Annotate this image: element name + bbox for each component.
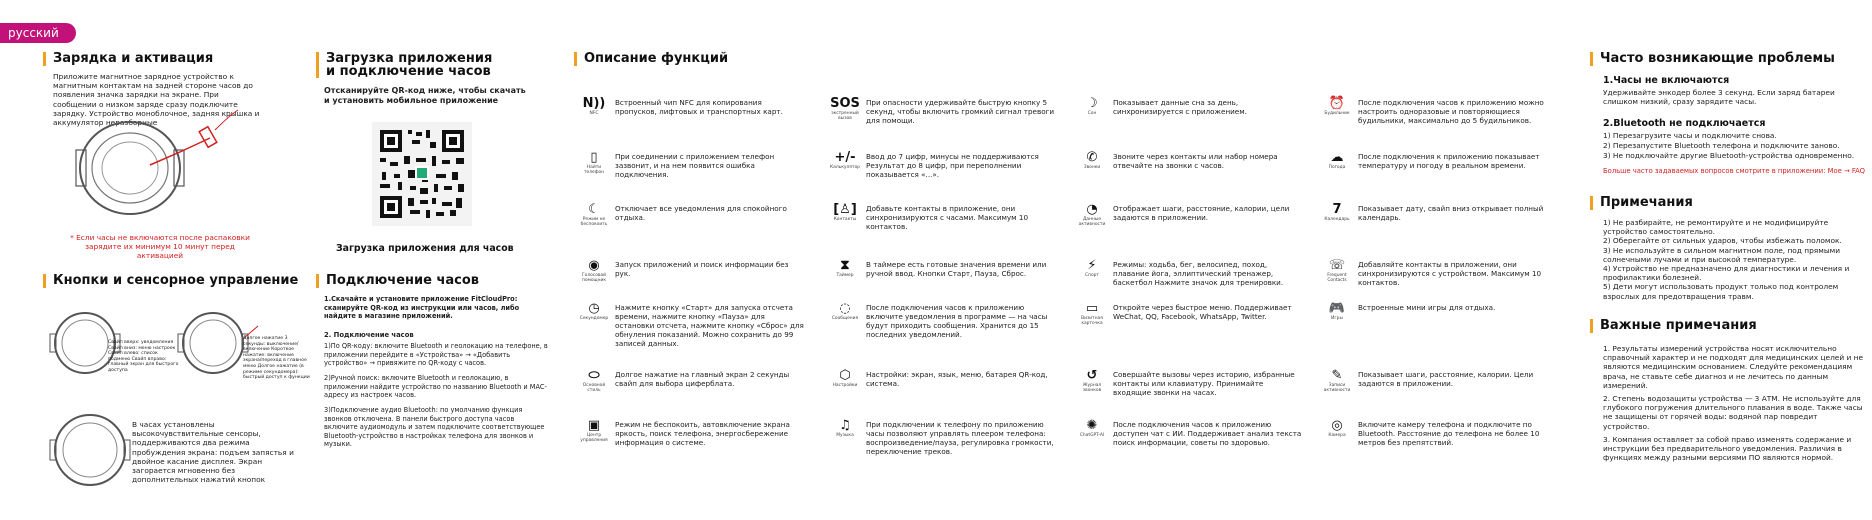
qr-caption: Загрузка приложения для часов <box>336 243 514 254</box>
camera-icon <box>1320 418 1354 438</box>
app-title-line2: и подключение часов <box>326 64 491 79</box>
feature-label: Сон <box>1087 111 1097 116</box>
feature-description: Откройте через быстрое меню. Поддерживает WeChat, QQ, Facebook, WhatsApp, Twitter. <box>1113 303 1292 321</box>
important-list <box>1603 344 1865 462</box>
connect-step2b: 2)Ручной поиск: включите Bluetooth и геолокацию, в приложении найдите устройство по названию Bluetooth и MAC-адресу из настроек часов. <box>324 374 547 400</box>
feature-glyph: SOS <box>830 96 860 111</box>
settings-icon <box>828 368 862 388</box>
faq-a2-2: 2) Перезапустите Bluetooth телефона и подключите заново. <box>1603 141 1840 150</box>
messages-icon <box>828 301 862 321</box>
weather-icon <box>1320 150 1354 170</box>
language-tab: русский <box>0 23 76 43</box>
notes-title: Примечания <box>1590 196 1693 210</box>
app-title-line1: Загрузка приложения <box>326 51 493 66</box>
sensor-text: В часах установлены высокочувствительные сенсоры, поддерживаются два режима пробуждения экрана: подъем запястья и двойное касание дисплея. Экран загорается мгновенно без дополнительных нажатий кнопок <box>132 420 294 485</box>
feature-label: Данные активности <box>1078 217 1106 227</box>
feature-glyph: N)) <box>582 96 606 111</box>
connect-step2a: 1)По QR-коду: включите Bluetooth и геолокацию на телефоне, в приложении перейдите в «Устройства» → «Добавить устройство» → привяжите по QR-коду с часов. <box>324 342 548 368</box>
note-item: 4) Устройство не предназначено для диагностики и лечения и профилактики болезней. <box>1603 264 1850 283</box>
feature-label: Секундомер <box>579 316 609 321</box>
find-phone-icon <box>577 150 611 175</box>
wallpaper-icon <box>577 368 611 393</box>
important-title: Важные примечания <box>1590 319 1757 333</box>
feature-description: При подключении к телефону по приложению часы позволяют управлять плеером телефона: воспроизведение/пауза, регулировка громкости, переключение треков. <box>866 420 1054 456</box>
feature-glyph: ⧗ <box>840 258 850 273</box>
important-item: 3. Компания оставляет за собой право изменять содержание и инструкции без предварительного уведомления. Различия в функциях между разными версиями ПО являются нормой. <box>1603 434 1852 463</box>
important-item: 1. Результаты измерений устройства носят исключительно справочный характер и не подходят для медицинских целей и не являются медицинским основанием. Следуйте рекомендациям врача, не ставьте себе диагноз и не лечитесь по данным измерений. <box>1603 344 1864 390</box>
feature-description: Долгое нажатие на главный экран 2 секунды свайп для выбора циферблата. <box>615 370 790 388</box>
watch-charging-illustration <box>70 110 240 230</box>
voice-assistant-icon <box>577 258 611 283</box>
connect-step2c: 3)Подключение аудио Bluetooth: по умолчанию функция звонков отключена. В панели быстрого доступа часов включите аудиомодуль и затем подключите соответствующее Bluetooth-устройство в настройках телефона для звонков и музыки. <box>324 406 545 449</box>
feature-label: Звонки <box>1083 165 1101 170</box>
faq-a2-1: 1) Перезагрузите часы и подключите снова. <box>1603 131 1777 140</box>
feature-label: Журнал звонков <box>1082 383 1102 393</box>
faq-a2-3: 3) Не подключайте другие Bluetooth-устройства одновременно. <box>1603 151 1855 160</box>
feature-glyph: ↺ <box>1086 368 1098 383</box>
calendar-icon <box>1320 202 1354 222</box>
features-title: Описание функций <box>574 52 728 66</box>
games-icon <box>1320 301 1354 321</box>
sport-icon <box>1075 258 1109 278</box>
faq-q2: 2.Bluetooth не подключается <box>1603 118 1766 129</box>
feature-glyph: ⬭ <box>588 368 600 383</box>
swipe-callout: Свайп вверх: уведомления Свайп вниз: меню настроек Свайп влево: список подменю Свайп вправо: главный экран для быстрого доступа <box>108 340 179 373</box>
app-subtitle: Отсканируйте QR-код ниже, чтобы скачать и установить мобильное приложение <box>324 86 526 105</box>
feature-label: Записи активности <box>1323 383 1351 393</box>
qr-code[interactable] <box>372 122 472 226</box>
important-item: 2. Степень водозащиты устройства — 3 АТМ. Не используйте для глубокого погружения длительного плавания в воде. Также часы не защищены от горячей воды: водяной пар повредит устройство. <box>1603 394 1863 431</box>
feature-description: Режимы: ходьба, бег, велосипед, поход, плавание йога, эллиптический тренажер, баскетбол Нажмите значок для тренировки. <box>1113 260 1284 287</box>
feature-label: Найти телефон <box>583 165 605 175</box>
feature-label: NFC <box>589 111 599 116</box>
control-center-icon <box>577 418 611 443</box>
feature-glyph: ◷ <box>588 301 600 316</box>
faq-q1: 1.Часы не включаются <box>1603 75 1730 86</box>
feature-label: Визитная карточка <box>1081 316 1103 326</box>
feature-description: После подключения часов к приложению включите уведомления в программе — на часы будут приходить сообщения. Хранится до 15 последних уведомлений. <box>866 303 1048 339</box>
feature-description: После подключения к приложению показывает температуру и погоду в реальном времени. <box>1358 152 1540 170</box>
feature-description: В таймере есть готовые значения времени или ручной ввод. Кнопки Старт, Пауза, Сброс. <box>866 260 1047 278</box>
feature-glyph: ▯ <box>590 150 598 165</box>
feature-description: Совершайте вызовы через историю, избранные контакты или клавиатуру. Принимайте входящие звонки на часах. <box>1113 370 1295 397</box>
charging-note: * Если часы не включаются после распаковки зарядите их минимум 10 минут перед активацией <box>70 233 250 261</box>
feature-description: При соединении с приложением телефон зазвонит, и на нем появится ошибка подключения. <box>615 152 775 179</box>
feature-label: Сообщения <box>831 316 859 321</box>
feature-glyph: ☾ <box>588 202 600 217</box>
notes-list <box>1603 218 1865 301</box>
feature-glyph: ◉ <box>588 258 600 273</box>
feature-description: Показывает данные сна за день, синхронизируется с приложением. <box>1113 98 1247 116</box>
feature-description: Режим не беспокоить, автовключение экрана яркость, поиск телефона, энергосбережение информация о системе. <box>615 420 790 447</box>
connect-title: Подключение часов <box>316 274 479 288</box>
call-log-icon <box>1075 368 1109 393</box>
feature-glyph: ◔ <box>1086 202 1098 217</box>
feature-description: Ввод до 7 цифр, минусы не поддерживаются Результат до 8 цифр, при переполнении показывается «...». <box>866 152 1039 179</box>
feature-description: Отображает шаги, расстояние, калории, цели задаются в приложении. <box>1113 204 1290 222</box>
feature-label: Календарь <box>1324 217 1350 222</box>
feature-label: Центр управления <box>580 433 608 443</box>
feature-label: экстренный вызов <box>831 111 859 121</box>
feature-label: Спорт <box>1085 273 1099 278</box>
note-item: 3) Не используйте в сильном магнитном поле, под прямыми солнечными лучами и при высокой температуре. <box>1603 245 1841 264</box>
feature-label: Настройки <box>832 383 858 388</box>
timer-icon <box>828 258 862 278</box>
calls-icon <box>1075 150 1109 170</box>
feature-description: Запуск приложений и поиск информации без рук. <box>615 260 789 278</box>
feature-glyph: +/- <box>834 150 856 165</box>
feature-label: Режим не беспокоить <box>580 217 608 227</box>
feature-glyph: ☁ <box>1330 150 1344 165</box>
feature-description: Отключает все уведомления для спокойного отдыха. <box>615 204 787 222</box>
feature-label: Игры <box>1331 316 1343 321</box>
feature-description: Показывает шаги, расстояние, калории. Цели задаются в приложении. <box>1358 370 1534 388</box>
contacts-icon <box>828 202 862 222</box>
feature-glyph: ▭ <box>1085 301 1099 316</box>
feature-description: При опасности удерживайте быструю кнопку 5 секунд, чтобы включить громкий сигнал тревоги для помощи. <box>866 98 1055 125</box>
feature-description: Встроенные мини игры для отдыха. <box>1358 303 1496 312</box>
do-not-disturb-icon <box>577 202 611 227</box>
feature-glyph: ✆ <box>1086 150 1098 165</box>
feature-description: Встроенный чип NFC для копирования пропусков, лифтовых и транспортных карт. <box>615 98 783 116</box>
feature-description: Звоните через контакты или набор номера отвечайте на звонки с часов. <box>1113 152 1278 170</box>
feature-label: Frequent Contacts <box>1327 273 1347 283</box>
sleep-icon <box>1075 96 1109 116</box>
feature-glyph: ☽ <box>1086 96 1098 111</box>
sos-icon <box>828 96 862 121</box>
feature-glyph: ✺ <box>1086 418 1098 433</box>
feature-label: ChatGPT-AI <box>1079 433 1105 438</box>
watch-sensor-illustration <box>50 410 130 490</box>
alarm-icon <box>1320 96 1354 116</box>
feature-description: После подключения часов к приложению доступен чат с ИИ. Поддерживает анализ текста поиск информации, советы по здоровью. <box>1113 420 1302 447</box>
feature-label: Калькулятор <box>830 165 860 170</box>
feature-glyph: ♫ <box>839 418 851 433</box>
feature-label: Камера <box>1328 433 1346 438</box>
feature-label: Таймер <box>836 273 854 278</box>
feature-glyph: ⏰ <box>1328 96 1346 111</box>
buttons-title: Кнопки и сенсорное управление <box>43 274 298 288</box>
calculator-icon <box>828 150 862 170</box>
feature-description: Нажмите кнопку «Старт» для запуска отсчета времени, нажмите кнопку «Пауза» для остановки отсчета, нажмите кнопку «Сброс» для обнуления показаний. Можно сохранить до 99 записей данных. <box>615 303 804 348</box>
feature-description: Добавьте контакты в приложение, они синхронизируются с часами. Максимум 10 контактов. <box>866 204 1029 231</box>
note-item: 5) Дети могут использовать продукт только под контролем взрослых для предотвращения травм. <box>1603 282 1839 301</box>
feature-glyph: 7 <box>1332 202 1342 217</box>
button-callout: Долгое нажатие 3 секунды: выключение/включение Короткое нажатие: включение экрана/переход в главное меню Долгое нажатие (в режиме секундомера): быстрый доступ к функции <box>243 336 310 381</box>
business-card-icon <box>1075 301 1109 326</box>
faq-title: Часто возникающие проблемы <box>1590 52 1835 66</box>
feature-label: Музыка <box>836 433 854 438</box>
music-icon <box>828 418 862 438</box>
feature-label: Будильник <box>1324 111 1350 116</box>
stopwatch-icon <box>577 301 611 321</box>
feature-label: Основной стиль <box>582 383 606 393</box>
feature-glyph: [♙] <box>833 202 857 217</box>
feature-glyph: 🎮 <box>1328 301 1346 316</box>
charging-text: Приложите магнитное зарядное устройство к магнитным контактам на задней стороне часов до появления значка зарядки на экране. При сообщении о низком заряде сразу подключите зарядку. Устройство моноблочное, задняя крышка и аккумулятор неразборные <box>53 72 260 128</box>
feature-glyph: ⬡ <box>839 368 851 383</box>
connect-step2-title: 2. Подключение часов <box>324 331 414 339</box>
faq-a1: Удерживайте энкодер более 3 секунд. Если заряд батареи слишком низкий, сразу зарядите часы. <box>1603 88 1835 107</box>
feature-glyph: ✎ <box>1331 368 1343 383</box>
feature-glyph: ◎ <box>1331 418 1343 433</box>
chatgpt-icon <box>1075 418 1109 438</box>
feature-glyph: ▣ <box>587 418 601 433</box>
feature-glyph: ☏ <box>1328 258 1346 273</box>
feature-glyph: ⚡ <box>1087 258 1097 273</box>
connect-step1: 1.Скачайте и установите приложение FitCloudPro: сканируйте QR-код из инструкции или часов, либо найдите в магазине приложений. <box>324 295 520 321</box>
feature-glyph: ◌ <box>839 301 851 316</box>
app-title <box>316 52 492 78</box>
activity-log-icon <box>1320 368 1354 393</box>
feature-label: Контакты <box>833 217 857 222</box>
charging-title: Зарядка и активация <box>43 52 213 66</box>
frequent-contacts-icon <box>1320 258 1354 283</box>
feature-description: Настройки: экран, язык, меню, батарея QR-код, система. <box>866 370 1048 388</box>
nfc-icon <box>577 96 611 116</box>
feature-description: Показывает дату, свайп вниз открывает полный календарь. <box>1358 204 1544 222</box>
faq-more-link[interactable]: Больше часто задаваемых вопросов смотрите в приложении: Мое → FAQ <box>1603 167 1866 175</box>
feature-description: Включите камеру телефона и подключите по Bluetooth. Расстояние до телефона не более 10 метров без препятствий. <box>1358 420 1540 447</box>
note-item: 2) Оберегайте от сильных ударов, чтобы избежать поломок. <box>1603 236 1842 246</box>
feature-label: Голосовой помощник <box>581 273 607 283</box>
feature-description: Добавляйте контакты в приложении, они синхронизируются с устройством. Максимум 10 контактов. <box>1358 260 1542 287</box>
activity-icon <box>1075 202 1109 227</box>
feature-label: Погода <box>1328 165 1346 170</box>
feature-description: После подключения часов к приложению можно настроить одноразовые и повторяющиеся будильники, максимально до 5 будильников. <box>1358 98 1544 125</box>
note-item: 1) Не разбирайте, не ремонтируйте и не модифицируйте устройство самостоятельно. <box>1603 218 1829 237</box>
